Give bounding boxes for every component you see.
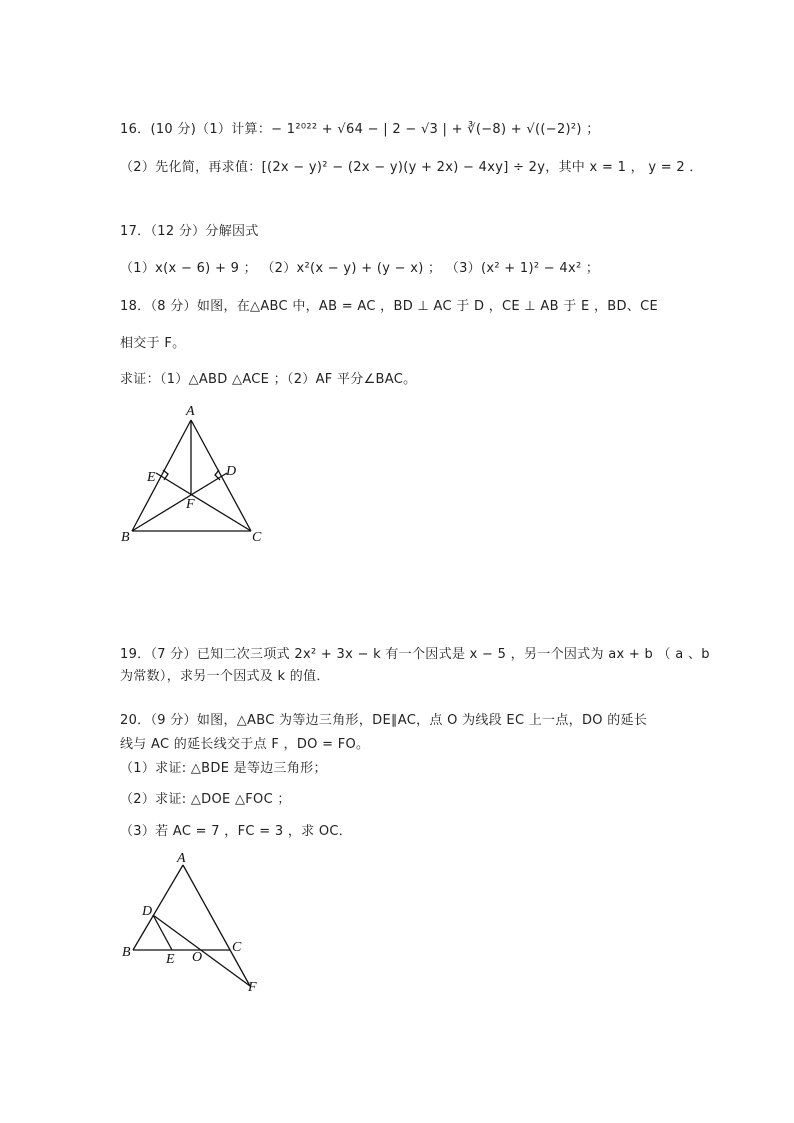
label-O: O bbox=[192, 950, 203, 965]
label-B: B bbox=[122, 945, 131, 960]
q20-line-5: （3）若 AC = 7 ，FC = 3 ，求 OC． bbox=[120, 824, 353, 839]
q19-line-1: 19．（7 分）已知二次三项式 2x² + 3x − k 有一个因式是 x − 5 ，另一个因式为 ax + b （ a 、b bbox=[120, 647, 710, 662]
segment-AC bbox=[191, 420, 251, 531]
segment-AF bbox=[183, 865, 250, 986]
q20-triangle-figure bbox=[115, 850, 275, 1000]
q18-line-1: 18．（8 分）如图，在△ABC 中，AB = AC ，BD ⊥ AC 于 D ，CE ⊥ AB 于 E ，BD、CE bbox=[120, 299, 658, 314]
q20-line-1: 20．（9 分）如图，△ABC 为等边三角形，DE∥AC，点 O 为线段 EC 上一点，DO 的延长 bbox=[120, 713, 648, 728]
label-C: C bbox=[252, 530, 262, 545]
q16-line-1: 16．(10 分)（1）计算：− 1²⁰²² + √64 − | 2 − √3 | + ∛(−8) + √((−2)²) ； bbox=[120, 122, 600, 137]
q17-line-1: 17．（12 分）分解因式 bbox=[120, 224, 259, 239]
label-A: A bbox=[186, 404, 195, 419]
q18-triangle-figure bbox=[115, 400, 275, 550]
label-D: D bbox=[226, 464, 237, 479]
segment-AB bbox=[132, 420, 191, 531]
q19-line-2: 为常数），求另一个因式及 k 的值． bbox=[120, 669, 330, 684]
q17-line-2: （1）x(x − 6) + 9 ； （2）x²(x − y) + (y − x) ； （3）(x² + 1)² − 4x² ； bbox=[120, 261, 600, 276]
q18-line-2: 相交于 F。 bbox=[120, 336, 186, 351]
q20-line-3: （1）求证: △BDE 是等边三角形； bbox=[120, 761, 327, 776]
q16-line-2: （2）先化简，再求值：[(2x − y)² − (2x − y)(y + 2x) − 4xy] ÷ 2y，其中 x = 1 ， y = 2 ． bbox=[120, 160, 703, 175]
label-E: E bbox=[147, 470, 156, 485]
label-B: B bbox=[121, 530, 130, 545]
q20-line-2: 线与 AC 的延长线交于点 F ，DO = FO。 bbox=[120, 737, 370, 752]
label-D: D bbox=[142, 904, 153, 919]
q20-line-4: （2）求证: △DOE △FOC ； bbox=[120, 792, 291, 807]
label-F: F bbox=[186, 497, 195, 512]
label-A: A bbox=[177, 851, 186, 866]
label-C: C bbox=[232, 940, 242, 955]
label-F: F bbox=[248, 980, 257, 995]
label-E: E bbox=[166, 952, 175, 967]
segment-CE bbox=[156, 473, 251, 531]
q18-line-3: 求证：（1）△ABD △ACE ；（2）AF 平分∠BAC。 bbox=[120, 372, 417, 387]
segment-DE bbox=[153, 915, 172, 950]
segment-AB bbox=[133, 865, 183, 950]
